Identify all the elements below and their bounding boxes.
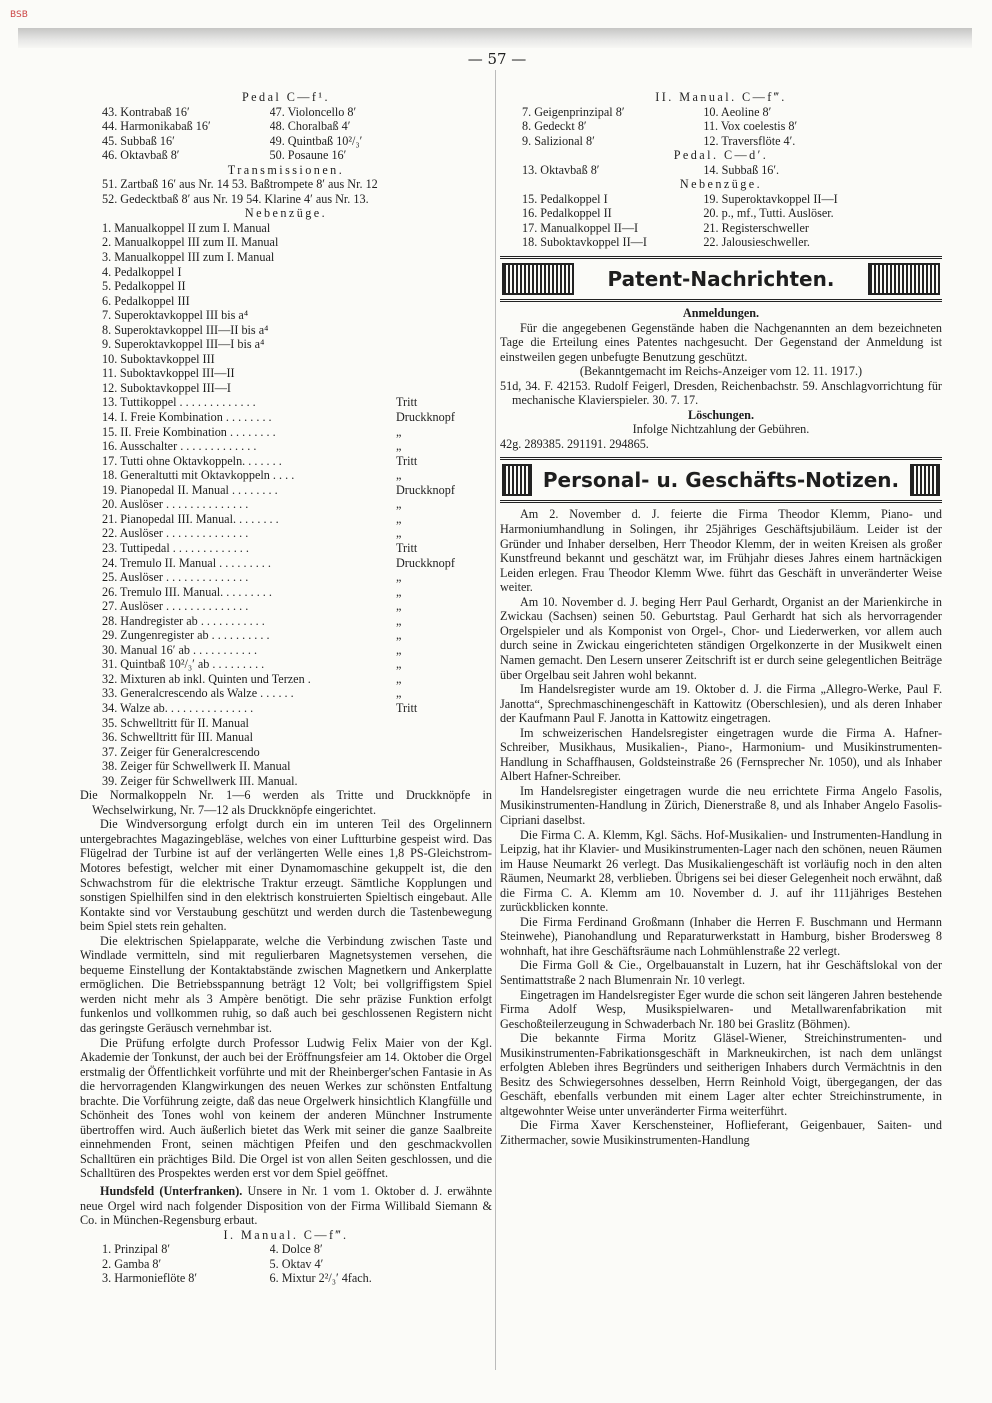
ornament-icon <box>502 263 574 295</box>
nebenzug-item <box>80 308 492 323</box>
stop-item: 43. Kontrabaß 16′ <box>102 104 190 119</box>
nebenzug-type: „ <box>396 642 402 657</box>
left-column <box>80 90 492 1286</box>
nebenzug-type: „ <box>396 599 402 614</box>
nebenzug-label: 21. Pianopedal III. Manual. . . . . . . . <box>102 511 279 526</box>
personal-banner <box>500 457 942 503</box>
nebenzug-label: 16. Ausschalter . . . . . . . . . . . . . <box>102 439 257 454</box>
nebenzug-item <box>80 759 492 774</box>
stop-item: 4. Dolce 8′ <box>269 1242 323 1257</box>
nebenzug-item <box>80 730 492 745</box>
nebenzug-label: 22. Auslöser . . . . . . . . . . . . . . <box>102 526 249 541</box>
paragraph: Die Prüfung erfolgte durch Professor Ludwig Felix Maier von der Kgl. Akademie der Tonkunst, der auch bei der Eröffnungsfeier am 14. Oktober die Orgel erstmalig der Öffentlichkeit vorführte und mit der Rheinberger'schen Fantasie in As die hervorragenden Klangwirkungen des neuen Werkes zur schönsten Entfaltung brachte. Die Vorführung zeigte, daß das neue Orgelwerk hinsichtlich Klangfülle und Schönheit des Tones wohl von keinem der anderen Münchner Instrumente übertroffen wird. Auch äußerlich bietet das Werk mit seiner die ganze Saalbreite einnehmenden Front, seinen mächtigen Pfeifen und den geschmackvollen Schalltüren ein prächtiges Bild. Die Orgel ist von allen Seiten geschlossen, und die Schalltüren des Prospektes werden erst vor dem Spiel geöffnet. <box>80 1035 492 1181</box>
nebenzug-item <box>80 716 492 731</box>
nebenzug-type: „ <box>396 439 402 454</box>
nebenzug-type <box>396 730 492 745</box>
nebenzug-item <box>80 439 492 454</box>
pedal-stops <box>80 105 492 163</box>
nebenzug-item <box>80 774 492 789</box>
stop-item: 18. Suboktavkoppel II—I <box>522 235 647 250</box>
nebenzug-item <box>80 468 492 483</box>
nebenzug-type <box>396 235 492 250</box>
nebenzug-label: 14. I. Freie Kombination . . . . . . . . <box>102 410 272 425</box>
nebenzug-label: 34. Walze ab. . . . . . . . . . . . . . . <box>102 700 254 715</box>
stop-item: 44. Harmonikabaß 16′ <box>102 119 211 134</box>
nebenzug-type: „ <box>396 511 402 526</box>
ornament-icon <box>868 263 940 295</box>
place-name: Hundsfeld (Unterfranken). <box>100 1184 243 1199</box>
nebenzug-label: 25. Auslöser . . . . . . . . . . . . . . <box>102 570 249 585</box>
bekanntgemacht-note: (Bekanntgemacht im Reichs-Anzeiger vom 12. 11. 1917.) <box>579 364 863 379</box>
nebenzug-label: 24. Tremulo II. Manual . . . . . . . . . <box>102 555 271 570</box>
nebenzug-label: 33. Generalcrescendo als Walze . . . . . . <box>102 686 294 701</box>
nebenzug-type: Druckknopf <box>396 555 455 570</box>
loeschungen-entry: 42g. 289385. 291191. 294865. <box>500 436 649 451</box>
nebenzug-item <box>80 352 492 367</box>
nebenzug-label: 13. Tuttikoppel . . . . . . . . . . . . . <box>102 395 256 410</box>
nebenzug-item <box>80 556 492 571</box>
transmission-item: 52. Gedecktbaß 8′ aus Nr. 19 54. Klarine 4′ aus Nr. 13. <box>102 191 369 206</box>
nebenzug-item <box>80 585 492 600</box>
paragraph: Die Firma Goll & Cie., Orgelbauanstalt in Luzern, hat ihr Geschäftslokal von der Sentimattstraße 2 nach Blumenrain Nr. 10 verlegt. <box>500 958 942 987</box>
normalkoppeln-note: Die Normalkoppeln Nr. 1—6 werden als Tritte und Druckknöpfe in Wechselwirkung, Nr. 7—12 als Druckknöpfe eingerichtet. <box>80 788 492 817</box>
nebenzug-type: Tritt <box>396 540 418 555</box>
nebenzug-type: „ <box>396 671 402 686</box>
nebenzug-type <box>396 221 492 236</box>
paragraph: Im schweizerischen Handelsregister eingetragen wurde die Firma A. Hafner-Schreiber, Musikhaus, Musikalien-, Piano-, Harmonium- und Musikinstrumenten-Handlung in Schaffhausen, Goldsteinstraße 26 (Fernsprecher Nr. 1050), und als Inhaber Albert Hafner-Schreiber. <box>500 725 942 784</box>
nebenzug-type <box>396 745 492 760</box>
stop-item: 12. Traversflöte 4′. <box>703 133 796 148</box>
stop-item: 45. Subbaß 16′ <box>102 133 175 148</box>
paragraph: Die elektrischen Spielapparate, welche die Verbindung zwischen Taste und Windlade vermitteln, sind mit regulierbaren Magnetsystemen versehen, die bequeme Einstellung der Kontaktabstände zwischen Magnetkern und Ankerplatte ermöglichen. Die Betriebsspannung beträgt 12 Volt; bei vollgriffigstem Spiel werden nicht mehr als 3 Ampère benötigt. Die sehr präzise Funktion erfolgt funkenlos und vollkommen ruhig, so daß auch bei geschlossenen Registern nicht das geringste Geräusch vernehmbar ist. <box>80 933 492 1035</box>
nebenzug-label: 8. Superoktavkoppel III—II bis a⁴ <box>102 322 269 337</box>
nebenzug-item <box>80 526 492 541</box>
transmissionen-heading: Transmissionen. <box>227 162 345 177</box>
nebenzug-item <box>80 541 492 556</box>
nebenzug-label: 7. Superoktavkoppel III bis a⁴ <box>102 308 249 323</box>
patent-banner-title: Patent-Nachrichten. <box>607 266 835 291</box>
nebenzug-label: 36. Schwelltritt für III. Manual <box>102 730 253 745</box>
nebenzug-item <box>80 570 492 585</box>
nebenzug-label: 3. Manualkoppel III zum I. Manual <box>102 250 275 265</box>
nebenzug-label: 11. Suboktavkoppel III—II <box>102 366 235 381</box>
stop-item: 10. Aeoline 8′ <box>703 104 772 119</box>
paragraph-text: Unsere in Nr. 1 vom 1. Oktober d. J. erwähnte neue Orgel wird nach folgender Disposition von der Firma Willibald Siemann & Co. in München-Regensburg erbaut. <box>80 1184 492 1228</box>
nebenzug-label: 15. II. Freie Kombination . . . . . . . . <box>102 424 276 439</box>
anmeldungen-heading: Anmeldungen. <box>682 306 760 321</box>
manual2-stops <box>500 105 942 149</box>
personal-banner-title: Personal- u. Geschäfts-Notizen. <box>542 468 900 493</box>
nebenzuege-heading: Nebenzüge. <box>244 206 328 221</box>
paragraph <box>80 1184 492 1228</box>
nebenzug-type <box>396 250 492 265</box>
nebenzug-type: Tritt <box>396 395 418 410</box>
nebenzug-label: 23. Tuttipedal . . . . . . . . . . . . . <box>102 540 249 555</box>
nebenzug-item <box>80 483 492 498</box>
column-divider <box>495 70 496 1370</box>
paragraph: Im Handelsregister eingetragen wurde die neu errichtete Firma Angelo Fasolis, Musikinstrumenten-Handlung in Zürich, Dienerstraße 8, und als Inhaber Angelo Fasolis-Cipriani daselbst. <box>500 783 942 827</box>
nebenzug-label: 30. Manual 16′ ab . . . . . . . . . . . <box>102 642 257 657</box>
nebenzuege-list <box>80 221 492 788</box>
stop-item: 16. Pedalkoppel II <box>522 206 612 221</box>
nebenzug-item <box>80 454 492 469</box>
stop-item: 19. Superoktavkoppel II—I <box>703 191 838 206</box>
nebenzug-type <box>396 279 492 294</box>
nebenzug-type <box>396 265 492 280</box>
stop-item: 1. Prinzipal 8′ <box>102 1242 170 1257</box>
nebenzug-label: 32. Mixturen ab inkl. Quinten und Terzen . <box>102 671 311 686</box>
paragraph: Die Firma Ferdinand Großmann (Inhaber die Herren F. Buschmann und Hermann Steinwehe), Pianohandlung und Reparaturwerkstatt in Hamburg, bisher Brodersweg 8 wohnhaft, hat ihre Geschäftsräume nach Lohmühlenstraße 22 verlegt. <box>500 914 942 958</box>
nebenzug-item <box>80 337 492 352</box>
stop-item: 11. Vox coelestis 8′ <box>703 119 798 134</box>
nebenzug-label: 27. Auslöser . . . . . . . . . . . . . . <box>102 599 249 614</box>
stop-item: 7. Geigenprinzipal 8′ <box>522 104 625 119</box>
stop-item: 20. p., mf., Tutti. Auslöser. <box>703 206 834 221</box>
stop-item: 14. Subbaß 16′. <box>703 162 780 177</box>
nebenzug-item <box>80 425 492 440</box>
scan-edge-shadow <box>18 28 972 48</box>
nebenzug-type: Druckknopf <box>396 482 455 497</box>
pedal-heading: Pedal C—f¹. <box>241 90 331 104</box>
nebenzug-type <box>396 352 492 367</box>
nebenzug-type: „ <box>396 526 402 541</box>
nebenzug-label: 12. Suboktavkoppel III—I <box>102 380 231 395</box>
nebenzug-type <box>396 294 492 309</box>
patent-banner <box>500 256 942 302</box>
manual-heading: I. Manual. C—f‴. <box>223 1227 349 1242</box>
paragraph: Für die angegebenen Gegenstände haben die Nachgenannten an dem bezeichneten Tage die Erteilung eines Patentes nachgesucht. Der Gegenstand der Anmeldung ist einstweilen gegen unbefugte Benutzung geschützt. <box>500 320 942 364</box>
nebenzug-type: „ <box>396 686 402 701</box>
nebenzug-label: 17. Tutti ohne Oktavkoppeln. . . . . . . <box>102 453 282 468</box>
nebenzug-item <box>80 221 492 236</box>
nebenzug-label: 35. Schwelltritt für II. Manual <box>102 715 249 730</box>
nebenzug-item <box>80 265 492 280</box>
nebenzug-type: „ <box>396 628 402 643</box>
nebenzug-label: 6. Pedalkoppel III <box>102 293 190 308</box>
nebenzug-type <box>396 337 492 352</box>
nebenzug-type: „ <box>396 497 402 512</box>
nebenzug-type <box>396 308 492 323</box>
nebenzug-label: 19. Pianopedal II. Manual . . . . . . . . <box>102 482 278 497</box>
nebenzug-item <box>80 497 492 512</box>
nebenzug-label: 37. Zeiger für Generalcrescendo <box>102 744 260 759</box>
nebenzug-item <box>80 381 492 396</box>
paragraph: Am 2. November d. J. feierte die Firma Theodor Klemm, Piano- und Harmoniumhandlung in Solingen, ihr 25jähriges Geschäftsjubiläum. Leider ist der Gründer und Inhaber derselben, Herr Theodor Klemm, der in weiten Kreisen als großer Kunstfreund bekannt und geschätzt war, im Frühjahr dieses Jahres einem hartnäckigen Leiden erlegen. Frau Theodor Klemm Wwe. führt das Geschäft in unveränderter Weise weiter. <box>500 507 942 595</box>
nebenzug-item <box>80 279 492 294</box>
nebenzug-item <box>80 250 492 265</box>
paragraph: Die bekannte Firma Moritz Gläsel-Wiener, Streichinstrumenten- und Musikinstrumenten-Fabrikationsgeschäft in Markneukirchen, ist nach dem unlängst erfolgten Ableben ihres Begründers und seitherigen Inhabers durch Vermächtnis in den Besitz des Schwiegersohnes desselben, Herrn Reinhold Voigt, übergegangen, der das Geschäft, ebenfalls verbunden mit einem Lager alter echter Streichinstrumente, in altgewohnter Weise unter unveränderter Firma weiterführt. <box>500 1031 942 1118</box>
paragraph: Die Firma Xaver Kerschensteiner, Hoflieferant, Geigenbauer, Saiten- und Zithermacher, sowie Musikinstrumenten-Handlung <box>500 1118 942 1147</box>
nebenzug-label: 28. Handregister ab . . . . . . . . . . . <box>102 613 265 628</box>
nebenzug-item <box>80 614 492 629</box>
stop-item: 9. Salizional 8′ <box>522 133 595 148</box>
loeschungen-subheading: Infolge Nichtzahlung der Gebühren. <box>632 422 810 437</box>
stop-item: 17. Manualkoppel II—I <box>522 220 639 235</box>
nebenzug-item <box>80 410 492 425</box>
nebenzug-type: Tritt <box>396 453 418 468</box>
stop-item: 13. Oktavbaß 8′ <box>522 162 600 177</box>
page-number: — 57 — <box>467 50 527 68</box>
pedal2-heading: Pedal. C—d′. <box>673 148 769 163</box>
nebenzug-item <box>80 745 492 760</box>
nebenzug-label: 20. Auslöser . . . . . . . . . . . . . . <box>102 497 249 512</box>
nebenzug-item <box>80 599 492 614</box>
right-column <box>500 90 942 1148</box>
nebenzug-label: 10. Suboktavkoppel III <box>102 351 215 366</box>
nebenzug-type <box>396 759 492 774</box>
stop-item: 6. Mixtur 2²/₃′ 4fach. <box>269 1271 372 1286</box>
transmission-item: 51. Zartbaß 16′ aus Nr. 14 53. Baßtrompete 8′ aus Nr. 12 <box>102 177 378 192</box>
nebenzug-type: „ <box>396 570 402 585</box>
nebenzug-item <box>80 323 492 338</box>
nebenzug-type <box>396 323 492 338</box>
nebenzug-label: 2. Manualkoppel III zum II. Manual <box>102 235 279 250</box>
paragraph: Die Firma C. A. Klemm, Kgl. Sächs. Hof-Musikalien- und Instrumenten-Handlung in Leipzig, hat ihr Klavier- und Musikinstrumenten-Lager nach den schönen, neuen Räumen im Hause Neumarkt 26 verlegt. Das Musikaliengeschäft ist vorläufig noch in den alten Räumen, Neumarkt 28, verblieben. Übrigens sei bei dieser Gelegenheit noch erwähnt, daß die Firma C. A. Klemm am 10. November d. J. auf ihr 111jähriges Bestehen zurückblicken konnte. <box>500 827 942 915</box>
nebenzuege2-list <box>500 192 942 250</box>
stop-item: 49. Quintbaß 10²/₃′ <box>269 133 363 148</box>
stop-item: 5. Oktav 4′ <box>269 1256 324 1271</box>
nebenzug-type: „ <box>396 424 402 439</box>
ornament-icon <box>910 464 940 496</box>
paragraph: Die Windversorgung erfolgt durch ein im unteren Teil des Orgelinnern untergebrachtes Magazingebläse, welches von einer Luftturbine gespeist wird. Das Flügelrad der Turbine ist auf der verlängerten Welle eines 1,8 PS-Gleichstrom-Motores befestigt, welcher mit einer Dynamomaschine gekuppelt ist, die den Schwachstrom für die elektrische Traktur erzeugt. Sämtliche Kopplungen und sonstigen Spielhilfen sind in den elektrisch konstruierten Spieltisch eingebaut. Alle Kontakte sind vor Verstaubung geschützt und werden durch die Tastenbewegung beim Spiel stets rein gehalten. <box>80 817 492 934</box>
stop-item: 3. Harmonieflöte 8′ <box>102 1271 198 1286</box>
nebenzug-item <box>80 395 492 410</box>
nebenzug-type <box>396 381 492 396</box>
library-watermark: BSB <box>10 10 28 20</box>
stop-item: 48. Choralbaß 4′ <box>269 119 351 134</box>
stop-item: 15. Pedalkoppel I <box>522 191 608 206</box>
paragraph: Am 10. November d. J. beging Herr Paul Gerhardt, Organist an der Marienkirche in Zwickau (Sachsen) seinen 50. Geburtstag. Paul Gerhardt hat sich als hervorragender Orgelspieler und als Komponist von Orgel-, Chor- und Liederwerken, vor allem auch durch seine in Zwickau eingerichteten ständigen Orgelkonzerte in der Musikwelt einen Namen gemacht. Den Lesern unserer Zeitschrift ist er durch seine gelegentlichen Beiträge über Orgelbau seit Jahren wohl bekannt. <box>500 594 942 682</box>
nebenzug-item <box>80 512 492 527</box>
stop-item: 50. Posaune 16′ <box>269 148 347 163</box>
nebenzug-item <box>80 366 492 381</box>
nebenzug-type: „ <box>396 613 402 628</box>
pedal2-stops <box>500 163 942 178</box>
nebenzug-label: 4. Pedalkoppel I <box>102 264 182 279</box>
nebenzug-label: 39. Zeiger für Schwellwerk III. Manual. <box>102 773 298 788</box>
nebenzug-label: 1. Manualkoppel II zum I. Manual <box>102 220 271 235</box>
nebenzug-item <box>80 686 492 701</box>
stop-item: 21. Registerschweller <box>703 220 809 235</box>
nebenzug-type: „ <box>396 468 402 483</box>
nebenzug-type: „ <box>396 584 402 599</box>
nebenzug-type <box>396 716 492 731</box>
nebenzug-type <box>396 366 492 381</box>
loeschungen-heading: Löschungen. <box>687 407 755 422</box>
ornament-icon <box>502 464 532 496</box>
nebenzug-label: 9. Superoktavkoppel III—I bis a⁴ <box>102 337 265 352</box>
nebenzug-label: 26. Tremulo III. Manual. . . . . . . . . <box>102 584 272 599</box>
nebenzug-label: 29. Zungenregister ab . . . . . . . . . . <box>102 628 270 643</box>
stop-item: 2. Gamba 8′ <box>102 1256 162 1271</box>
nebenzug-item <box>80 672 492 687</box>
nebenzug-item <box>80 701 492 716</box>
stop-item: 22. Jalousieschweller. <box>703 235 810 250</box>
nebenzug-label: 31. Quintbaß 10²/₃′ ab . . . . . . . . . <box>102 657 265 672</box>
nebenzug-item <box>80 235 492 250</box>
nebenzug-item <box>80 628 492 643</box>
nebenzug-type: Tritt <box>396 700 418 715</box>
nebenzug-label: 5. Pedalkoppel II <box>102 279 186 294</box>
nebenzug-type <box>396 774 492 789</box>
nebenzug-item <box>80 643 492 658</box>
stop-item: 8. Gedeckt 8′ <box>522 119 587 134</box>
patent-entry: 51d, 34. F. 42153. Rudolf Feigerl, Dresden, Reichenbachstr. 59. Anschlagvorrichtung für mechanische Klavierspieler. 30. 7. 17. <box>500 378 942 408</box>
nebenzug-label: 18. Generaltutti mit Oktavkoppeln . . . . <box>102 468 295 483</box>
nebenzug-label: 38. Zeiger für Schwellwerk II. Manual <box>102 759 291 774</box>
paragraph: Im Handelsregister wurde am 19. Oktober d. J. die Firma „Allegro-Werke, Paul F. Janotta“, Sprechmaschinengeschäft in Kattowitz (Oberschlesien), und als deren Inhaber der Kaufmann Paul F. Janotta in Kattowitz eingetragen. <box>500 682 942 726</box>
stop-item: 47. Violoncello 8′ <box>269 104 357 119</box>
manual2-heading: II. Manual. C—f‴. <box>655 90 787 104</box>
nebenzuege2-heading: Nebenzüge. <box>679 177 763 192</box>
nebenzug-type: „ <box>396 657 402 672</box>
manual-stops <box>80 1242 492 1286</box>
nebenzug-type: Druckknopf <box>396 410 455 425</box>
stop-item: 46. Oktavbaß 8′ <box>102 148 180 163</box>
paragraph: Eingetragen im Handelsregister Eger wurde die schon seit längeren Jahren bestehende Firma Adolf Wesp, Musikspielwaren- und Metallwarenfabrikation mit Geschoßteilerzeugung in Schwaderbach Nr. 180 bei Graslitz (Böhmen). <box>500 987 942 1031</box>
nebenzug-item <box>80 657 492 672</box>
nebenzug-item <box>80 294 492 309</box>
